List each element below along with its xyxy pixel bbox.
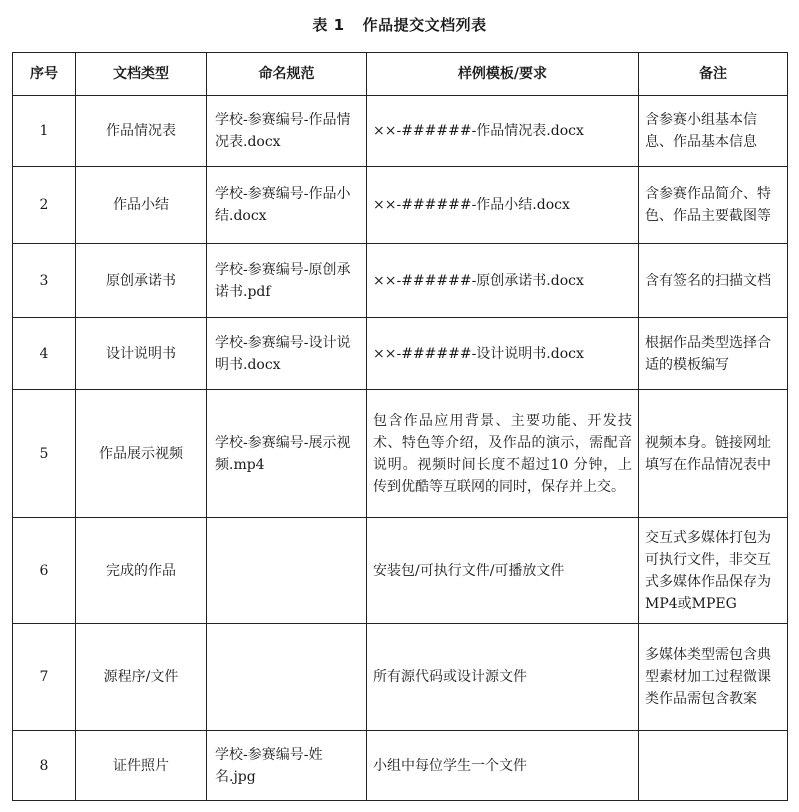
doc-type: 源程序/文件 xyxy=(76,624,207,731)
naming-rule xyxy=(207,518,367,624)
row-number: 7 xyxy=(13,624,76,731)
table-row xyxy=(13,318,788,390)
remark: 视频本身。链接网址填写在作品情况表中 xyxy=(639,390,788,518)
doc-type: 作品小结 xyxy=(76,167,207,244)
table-row xyxy=(13,731,788,801)
sample-requirement: 包含作品应用背景、主要功能、开发技术、特色等介绍，及作品的演示，需配音说明。视频时间长度不超过10 分钟，上传到优酷等互联网的同时，保存并上交。 xyxy=(367,390,639,518)
sample-requirement: 小组中每位学生一个文件 xyxy=(367,731,639,801)
table-caption xyxy=(0,14,799,35)
doc-type: 设计说明书 xyxy=(76,318,207,390)
remark: 含参赛作品简介、特色、作品主要截图等 xyxy=(639,167,788,244)
table-row xyxy=(13,518,788,624)
sample-requirement: ××-######-作品情况表.docx xyxy=(367,96,639,167)
doc-type: 完成的作品 xyxy=(76,518,207,624)
table-row xyxy=(13,624,788,731)
remark: 根据作品类型选择合适的模板编写 xyxy=(639,318,788,390)
table-header xyxy=(13,53,788,96)
remark: 多媒体类型需包含典型素材加工过程微课类作品需包含教案 xyxy=(639,624,788,731)
sample-requirement: 安装包/可执行文件/可播放文件 xyxy=(367,518,639,624)
table-row xyxy=(13,96,788,167)
naming-rule: 学校-参赛编号-姓名.jpg xyxy=(207,731,367,801)
header-naming: 命名规范 xyxy=(207,53,367,96)
naming-rule: 学校-参赛编号-展示视频.mp4 xyxy=(207,390,367,518)
remark: 交互式多媒体打包为可执行文件，非交互式多媒体作品保存为MP4或MPEG xyxy=(639,518,788,624)
sample-requirement: ××-######-设计说明书.docx xyxy=(367,318,639,390)
remark: 含参赛小组基本信息、作品基本信息 xyxy=(639,96,788,167)
sample-requirement: ××-######-作品小结.docx xyxy=(367,167,639,244)
row-number: 2 xyxy=(13,167,76,244)
row-number: 4 xyxy=(13,318,76,390)
caption-title: 作品提交文档列表 xyxy=(362,16,487,34)
caption-number: 表 1 xyxy=(312,16,345,34)
header-type: 文档类型 xyxy=(76,53,207,96)
remark xyxy=(639,731,788,801)
row-number: 6 xyxy=(13,518,76,624)
table-row xyxy=(13,244,788,318)
naming-rule: 学校-参赛编号-原创承诺书.pdf xyxy=(207,244,367,318)
naming-rule: 学校-参赛编号-设计说明书.docx xyxy=(207,318,367,390)
row-number: 8 xyxy=(13,731,76,801)
doc-type: 证件照片 xyxy=(76,731,207,801)
naming-rule: 学校-参赛编号-作品情况表.docx xyxy=(207,96,367,167)
table-body xyxy=(13,96,788,801)
header-row xyxy=(13,53,788,96)
doc-type: 原创承诺书 xyxy=(76,244,207,318)
header-note: 备注 xyxy=(639,53,788,96)
header-sample: 样例模板/要求 xyxy=(367,53,639,96)
header-no: 序号 xyxy=(13,53,76,96)
remark: 含有签名的扫描文档 xyxy=(639,244,788,318)
doc-type: 作品情况表 xyxy=(76,96,207,167)
submission-documents-table xyxy=(12,52,788,801)
doc-type: 作品展示视频 xyxy=(76,390,207,518)
naming-rule: 学校-参赛编号-作品小结.docx xyxy=(207,167,367,244)
sample-requirement: ××-######-原创承诺书.docx xyxy=(367,244,639,318)
sample-requirement: 所有源代码或设计源文件 xyxy=(367,624,639,731)
naming-rule xyxy=(207,624,367,731)
row-number: 5 xyxy=(13,390,76,518)
table-row xyxy=(13,167,788,244)
row-number: 3 xyxy=(13,244,76,318)
row-number: 1 xyxy=(13,96,76,167)
table-row xyxy=(13,390,788,518)
